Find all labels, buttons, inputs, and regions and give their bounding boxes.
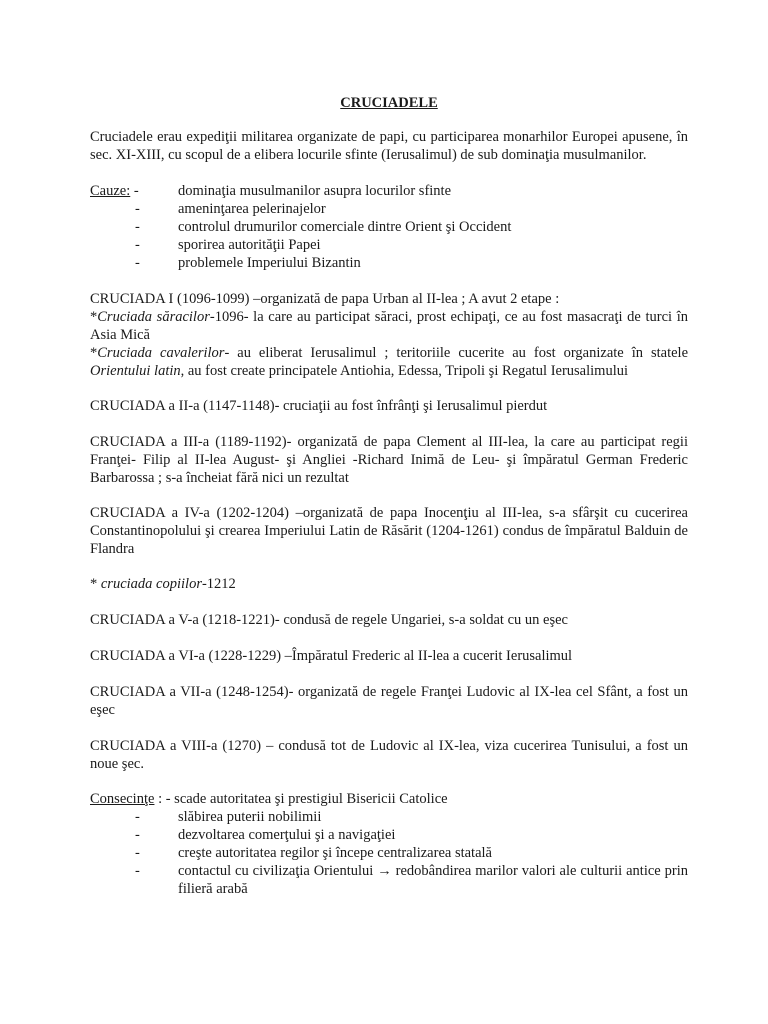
consequence-item: slăbirea puterii nobilimii	[178, 809, 322, 825]
children-crusade-line	[90, 575, 688, 593]
children-star: *	[90, 576, 101, 592]
crusade-1-line: CRUCIADA I (1096-1099) –organizată de papa Urban al II-lea ; A avut 2 etape :	[90, 291, 560, 307]
cause-item: dominaţia musulmanilor asupra locurilor sfinte	[178, 183, 452, 199]
stage-1-text: -1096- la care au participat săraci, prost echipaţi, ce au fost masacraţi de turci în Asia Mică	[90, 309, 688, 343]
document-title: CRUCIADELE	[340, 95, 438, 111]
stage-2-name-b: Orientului latin	[90, 363, 181, 379]
stage-1-name: Cruciada săracilor	[97, 309, 210, 325]
crusade-5-paragraph: CRUCIADA a V-a (1218-1221)- condusă de regele Ungariei, s-a soldat cu un eşec	[90, 612, 568, 628]
causes-list	[90, 182, 688, 272]
causes-first-item: Cauze: - dominaţia musulmanilor asupra locurilor sfinte	[90, 182, 688, 200]
crusade-1-stage-2: *Cruciada cavalerilor- au eliberat Ierusalimul ; teritoriile cucerite au fost organizate în statele Orientului latin, au fost create principatele Antiohia, Edessa, Tripoli şi Regatul Ierusalimului	[90, 345, 688, 379]
crusade-3-paragraph: CRUCIADA a III-a (1189-1192)- organizată de papa Clement al III-lea, la care au participat regii Franţei- Filip al II-lea August- şi Angliei -Richard Inimă de Leu- şi împăratul German Frederic Barbarossa ; s-a încheiat fără nici un rezultat	[90, 434, 688, 486]
consequence-item-row: - creşte autoritatea regilor şi începe centralizarea statală	[90, 844, 688, 862]
consequences-list	[90, 790, 688, 898]
consequence-item: creşte autoritatea regilor şi începe centralizarea statală	[178, 845, 492, 861]
consequences-first-item	[90, 790, 688, 808]
crusade-1-stage-1: *Cruciada săracilor-1096- la care au participat săraci, prost echipaţi, ce au fost masacraţi de turci în Asia Mică	[90, 309, 688, 343]
crusade-1-section	[90, 290, 688, 380]
consequence-item-row: - contactul cu civilizaţia Orientului → redobândirea marilor valori ale culturii antice prin filieră arabă	[135, 863, 688, 897]
cause-item: controlul drumurilor comerciale dintre Orient şi Occident	[178, 219, 512, 235]
consequence-item-row: - slăbirea puterii nobilimii	[90, 808, 688, 826]
consequence-item: dezvoltarea comerţului şi a navigaţiei	[178, 827, 396, 843]
crusade-6-paragraph: CRUCIADA a VI-a (1228-1229) –Împăratul Frederic al II-lea a cucerit Ierusalimul	[90, 648, 573, 664]
cause-item: sporirea autorităţii Papei	[178, 237, 321, 253]
consequence-item: contactul cu civilizaţia Orientului → redobândirea marilor valori ale culturii antice prin filieră arabă	[178, 863, 688, 897]
stage-2-text-b: , au fost create principatele Antiohia, Edessa, Tripoli şi Regatul Ierusalimului	[180, 363, 629, 379]
cause-item-row: - sporirea autorităţii Papei	[90, 236, 688, 254]
children-crusade-name: cruciada copiilor	[100, 576, 202, 592]
cause-item: problemele Imperiului Bizantin	[178, 255, 361, 271]
stage-2-name: Cruciada cavalerilor	[97, 345, 225, 361]
consequences-label: Consecinţe	[90, 791, 155, 807]
crusade-4-paragraph: CRUCIADA a IV-a (1202-1204) –organizată de papa Inocenţiu al III-lea, s-a sfârşit cu cucerirea Constantinopolului şi crearea Imperiului Latin de Răsărit (1204-1261) condus de împăratul Balduin de Flandra	[90, 505, 688, 557]
causes-label: Cauze:	[90, 183, 131, 199]
cause-item-row: - problemele Imperiului Bizantin	[90, 254, 688, 272]
crusade-8-paragraph: CRUCIADA a VIII-a (1270) – condusă tot de Ludovic al IX-lea, viza cucerirea Tunisului, a fost un noue şec.	[90, 738, 688, 772]
crusade-2-paragraph: CRUCIADA a II-a (1147-1148)- cruciaţii au fost înfrânţi şi Ierusalimul pierdut	[90, 398, 548, 414]
stage-2-text: - au eliberat Ierusalimul ; teritoriile cucerite au fost organizate în statele	[224, 345, 688, 361]
cause-item-row: - ameninţarea pelerinajelor	[90, 200, 688, 218]
cause-item-row: - controlul drumurilor comerciale dintre Orient şi Occident	[90, 218, 688, 236]
intro-paragraph: Cruciadele erau expediţii militarea organizate de papi, cu participarea monarhilor Europei apusene, în sec. XI-XIII, cu scopul de a elibera locurile sfinte (Ierusalimul) de sub dominaţia musulmanilor.	[90, 129, 688, 163]
consequence-item-row: - dezvoltarea comerţului şi a navigaţiei	[90, 826, 688, 844]
consequence-item: : - scade autoritatea şi prestigiul Bisericii Catolice	[154, 791, 448, 807]
children-crusade-year: -1212	[201, 576, 236, 592]
cause-item: ameninţarea pelerinajelor	[178, 201, 326, 217]
crusade-7-paragraph: CRUCIADA a VII-a (1248-1254)- organizată de regele Franţei Ludovic al IX-lea cel Sfânt, a fost un eşec	[90, 684, 688, 718]
